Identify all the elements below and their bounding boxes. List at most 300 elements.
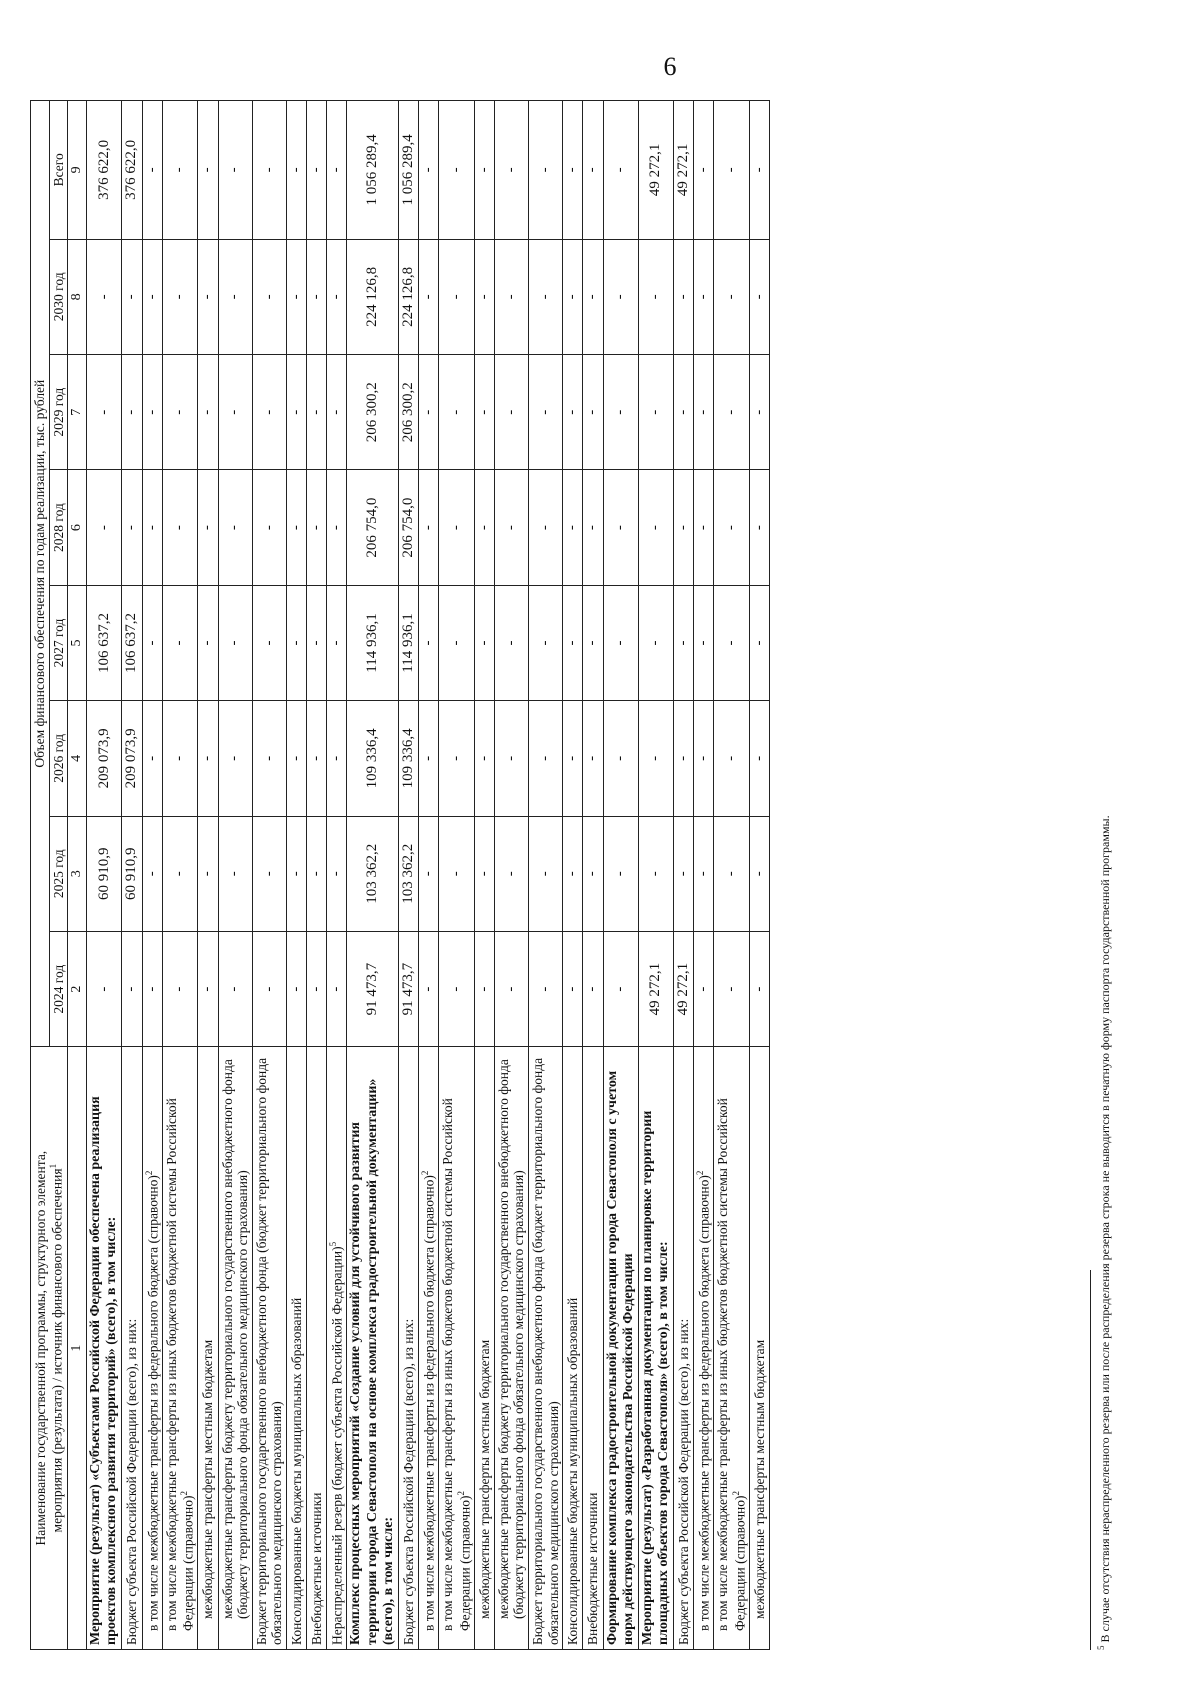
value-cell: - xyxy=(439,101,475,240)
value-cell: - xyxy=(439,239,475,354)
row-name: Внебюджетные источники xyxy=(308,1492,324,1645)
column-number-2: 3 xyxy=(68,816,87,931)
row-name-cell xyxy=(306,1047,326,1650)
value-cell: - xyxy=(494,816,528,931)
value-cell: - xyxy=(714,239,750,354)
row-name-sup: 2 xyxy=(143,1170,154,1176)
page-number: 6 xyxy=(663,52,677,81)
row-name-cell xyxy=(122,1047,142,1650)
value-cell: - xyxy=(218,931,252,1046)
value-cell: - xyxy=(529,816,563,931)
value-cell: - xyxy=(252,585,286,700)
header-year-1: 2025 год xyxy=(49,816,68,931)
value-cell: - xyxy=(494,101,528,240)
value-cell: - xyxy=(563,355,583,470)
row-name: в том числе межбюджетные трансферты из иных бюджетов бюджетной системы Российской Федерации (справочно) xyxy=(163,1098,196,1631)
column-number-0: 1 xyxy=(68,1047,87,1650)
value-cell: - xyxy=(142,101,162,240)
footnote-sup: 5 xyxy=(1096,1645,1106,1650)
row-name-cell xyxy=(286,1047,306,1650)
value-cell: - xyxy=(474,816,494,931)
value-cell: - xyxy=(198,239,218,354)
value-cell: - xyxy=(327,355,347,470)
table-row xyxy=(563,101,583,1650)
row-name: в том числе межбюджетные трансферты из федерального бюджета (справочно) xyxy=(696,1175,712,1631)
row-name: Бюджет территориального государственного внебюджетного фонда (бюджет территориального фонда обязательного медицинского страхования) xyxy=(253,1057,285,1645)
header-name-line2: мероприятия (результата) / источник финансового обеспечения xyxy=(49,1168,65,1533)
value-cell: - xyxy=(87,931,122,1046)
value-cell: - xyxy=(418,816,438,931)
value-cell: - xyxy=(439,355,475,470)
value-cell: - xyxy=(218,101,252,240)
row-name: Бюджет субъекта Российской Федерации (всего), из них: xyxy=(400,1318,416,1645)
row-name-cell xyxy=(563,1047,583,1650)
row-name-cell xyxy=(694,1047,714,1650)
value-cell: - xyxy=(638,239,673,354)
value-cell: - xyxy=(162,701,198,816)
value-cell: - xyxy=(529,101,563,240)
value-cell: - xyxy=(603,931,638,1046)
row-name: Консолидированные бюджеты муниципальных образований xyxy=(564,1297,580,1645)
row-name: в том числе межбюджетные трансферты из иных бюджетов бюджетной системы Российской Федерации (справочно) xyxy=(440,1098,473,1631)
row-name-cell xyxy=(327,1047,347,1650)
row-name-cell xyxy=(638,1047,673,1650)
header-year-6: 2030 год xyxy=(49,239,68,354)
header-year-5: 2029 год xyxy=(49,355,68,470)
value-cell: - xyxy=(474,701,494,816)
value-cell: - xyxy=(162,470,198,585)
footnote xyxy=(1096,100,1113,1650)
value-cell: 91 473,7 xyxy=(398,931,418,1046)
value-cell: - xyxy=(563,816,583,931)
value-cell: - xyxy=(218,239,252,354)
row-name: межбюджетные трансферты местным бюджетам xyxy=(751,1339,767,1619)
value-cell: - xyxy=(286,816,306,931)
value-cell: - xyxy=(474,355,494,470)
value-cell: - xyxy=(474,239,494,354)
value-cell: - xyxy=(286,585,306,700)
value-cell: - xyxy=(603,470,638,585)
table-row xyxy=(347,101,398,1650)
value-cell: - xyxy=(529,585,563,700)
value-cell: - xyxy=(583,101,603,240)
value-cell: - xyxy=(286,239,306,354)
value-cell: - xyxy=(673,355,693,470)
row-name-cell xyxy=(749,1047,769,1650)
value-cell: - xyxy=(474,585,494,700)
value-cell: - xyxy=(714,816,750,931)
column-number-3: 4 xyxy=(68,701,87,816)
value-cell: - xyxy=(603,585,638,700)
row-name-cell xyxy=(418,1047,438,1650)
value-cell: - xyxy=(583,816,603,931)
value-cell: - xyxy=(218,585,252,700)
value-cell: - xyxy=(749,701,769,816)
table-row xyxy=(583,101,603,1650)
value-cell: 103 362,2 xyxy=(398,816,418,931)
value-cell: 106 637,2 xyxy=(122,585,142,700)
row-name-sup: 2 xyxy=(695,1170,706,1176)
value-cell: - xyxy=(529,470,563,585)
value-cell: - xyxy=(694,816,714,931)
value-cell: - xyxy=(714,355,750,470)
value-cell: - xyxy=(694,931,714,1046)
table-row xyxy=(714,101,750,1650)
value-cell: - xyxy=(327,470,347,585)
value-cell: - xyxy=(142,701,162,816)
value-cell: - xyxy=(286,701,306,816)
row-name: Консолидированные бюджеты муниципальных образований xyxy=(288,1297,304,1645)
row-name-sup: 2 xyxy=(179,1490,190,1496)
value-cell: - xyxy=(306,931,326,1046)
value-cell: - xyxy=(694,585,714,700)
value-cell: - xyxy=(749,355,769,470)
value-cell: 1 056 289,4 xyxy=(347,101,398,240)
row-name-cell xyxy=(714,1047,750,1650)
value-cell: - xyxy=(583,931,603,1046)
table-row xyxy=(673,101,693,1650)
value-cell: - xyxy=(327,239,347,354)
value-cell: - xyxy=(749,470,769,585)
value-cell: - xyxy=(583,355,603,470)
row-name: Бюджет субъекта Российской Федерации (всего), из них: xyxy=(124,1318,140,1645)
value-cell: - xyxy=(563,470,583,585)
row-name-cell xyxy=(603,1047,638,1650)
header-name-sup: 1 xyxy=(48,1163,59,1169)
table-row xyxy=(198,101,218,1650)
value-cell: - xyxy=(122,470,142,585)
value-cell: - xyxy=(474,101,494,240)
table-row xyxy=(439,101,475,1650)
row-name: Формирование комплекса градостроительной документации города Севастополя с учетом норм действующего законодательства Российской Федерации xyxy=(604,1070,636,1645)
value-cell: - xyxy=(306,470,326,585)
header-year-7: Всего xyxy=(49,101,68,240)
value-cell: 114 936,1 xyxy=(398,585,418,700)
value-cell: - xyxy=(638,470,673,585)
value-cell: - xyxy=(198,470,218,585)
value-cell: - xyxy=(749,931,769,1046)
value-cell: - xyxy=(418,470,438,585)
value-cell: - xyxy=(162,585,198,700)
value-cell: - xyxy=(563,931,583,1046)
value-cell: - xyxy=(306,585,326,700)
value-cell: - xyxy=(529,355,563,470)
row-name-cell xyxy=(252,1047,286,1650)
value-cell: - xyxy=(474,931,494,1046)
row-name-cell xyxy=(87,1047,122,1650)
value-cell: - xyxy=(87,355,122,470)
column-number-1: 2 xyxy=(68,931,87,1046)
table-row xyxy=(218,101,252,1650)
value-cell: - xyxy=(418,239,438,354)
value-cell: 206 754,0 xyxy=(347,470,398,585)
value-cell: - xyxy=(286,931,306,1046)
value-cell: - xyxy=(583,585,603,700)
value-cell: - xyxy=(494,470,528,585)
row-name-sup: 2 xyxy=(420,1170,431,1176)
column-number-7: 8 xyxy=(68,239,87,354)
value-cell: - xyxy=(673,470,693,585)
table-row xyxy=(418,101,438,1650)
column-number-4: 5 xyxy=(68,585,87,700)
value-cell: - xyxy=(694,701,714,816)
value-cell: - xyxy=(603,101,638,240)
value-cell: - xyxy=(306,355,326,470)
footnote-divider xyxy=(1090,1270,1091,1650)
row-name-cell xyxy=(583,1047,603,1650)
value-cell: - xyxy=(122,355,142,470)
row-name-cell xyxy=(347,1047,398,1650)
row-name: Внебюджетные источники xyxy=(585,1492,601,1645)
value-cell: - xyxy=(252,931,286,1046)
value-cell: - xyxy=(474,470,494,585)
value-cell: - xyxy=(418,931,438,1046)
value-cell: 206 754,0 xyxy=(398,470,418,585)
row-name: Нераспределенный резерв (бюджет субъекта Российской Федерации) xyxy=(329,1246,345,1645)
value-cell: - xyxy=(749,101,769,240)
table-row xyxy=(162,101,198,1650)
value-cell: - xyxy=(218,701,252,816)
value-cell: - xyxy=(252,355,286,470)
header-volume: Объем финансового обеспечения по годам реализации, тыс. рублей xyxy=(31,101,50,1047)
value-cell: 49 272,1 xyxy=(638,931,673,1046)
value-cell: - xyxy=(252,816,286,931)
financing-table-wrap xyxy=(30,100,770,1650)
row-name-sup: 2 xyxy=(455,1490,466,1496)
table-row xyxy=(87,101,122,1650)
value-cell: - xyxy=(162,931,198,1046)
header-year-4: 2028 год xyxy=(49,470,68,585)
table-row xyxy=(494,101,528,1650)
row-name: межбюджетные трансферты бюджету территориального государственного внебюджетного фонда (бюджету территориального фонда обязательного медицинского страхования) xyxy=(219,1059,251,1619)
value-cell: - xyxy=(529,701,563,816)
row-name-cell xyxy=(162,1047,198,1650)
value-cell: - xyxy=(327,931,347,1046)
value-cell: - xyxy=(162,355,198,470)
value-cell: - xyxy=(218,470,252,585)
value-cell: - xyxy=(439,585,475,700)
table-row xyxy=(286,101,306,1650)
value-cell: 114 936,1 xyxy=(347,585,398,700)
value-cell: - xyxy=(603,816,638,931)
value-cell: - xyxy=(327,701,347,816)
table-row xyxy=(694,101,714,1650)
value-cell: 49 272,1 xyxy=(673,931,693,1046)
value-cell: - xyxy=(583,470,603,585)
value-cell: - xyxy=(327,101,347,240)
row-name: в том числе межбюджетные трансферты из федерального бюджета (справочно) xyxy=(421,1175,437,1631)
value-cell: - xyxy=(603,355,638,470)
value-cell: 91 473,7 xyxy=(347,931,398,1046)
value-cell: - xyxy=(142,355,162,470)
row-name-cell xyxy=(218,1047,252,1650)
value-cell: - xyxy=(583,701,603,816)
value-cell: 206 300,2 xyxy=(398,355,418,470)
value-cell: - xyxy=(673,701,693,816)
value-cell: - xyxy=(673,239,693,354)
value-cell: - xyxy=(418,355,438,470)
value-cell: - xyxy=(306,239,326,354)
value-cell: 209 073,9 xyxy=(87,701,122,816)
value-cell: - xyxy=(306,701,326,816)
value-cell: - xyxy=(694,239,714,354)
value-cell: - xyxy=(218,355,252,470)
value-cell: - xyxy=(714,585,750,700)
row-name-cell xyxy=(142,1047,162,1650)
row-name-cell xyxy=(439,1047,475,1650)
value-cell: - xyxy=(198,355,218,470)
value-cell: - xyxy=(198,816,218,931)
row-name: Комплекс процессных мероприятий «Создание условий для устойчивого развития территории города Севастополя на основе комплекса градостроительной документации» (всего), в том числе: xyxy=(348,1078,396,1645)
row-name-cell xyxy=(494,1047,528,1650)
value-cell: - xyxy=(563,585,583,700)
value-cell: - xyxy=(494,585,528,700)
value-cell: - xyxy=(327,585,347,700)
value-cell: - xyxy=(286,101,306,240)
value-cell: - xyxy=(142,585,162,700)
value-cell: 206 300,2 xyxy=(347,355,398,470)
column-number-row xyxy=(68,101,87,1650)
row-name: Бюджет территориального государственного внебюджетного фонда (бюджет территориального фонда обязательного медицинского страхования) xyxy=(530,1057,561,1645)
header-row-1 xyxy=(31,101,50,1650)
value-cell: - xyxy=(563,101,583,240)
value-cell: - xyxy=(162,816,198,931)
value-cell: - xyxy=(494,701,528,816)
value-cell: 60 910,9 xyxy=(122,816,142,931)
table-row xyxy=(603,101,638,1650)
value-cell: - xyxy=(638,355,673,470)
value-cell: - xyxy=(749,816,769,931)
value-cell: - xyxy=(749,239,769,354)
value-cell: - xyxy=(218,816,252,931)
value-cell: 224 126,8 xyxy=(347,239,398,354)
value-cell: - xyxy=(638,585,673,700)
value-cell: - xyxy=(714,931,750,1046)
row-name-cell xyxy=(673,1047,693,1650)
value-cell: 106 637,2 xyxy=(87,585,122,700)
value-cell: - xyxy=(252,470,286,585)
value-cell: - xyxy=(122,931,142,1046)
value-cell: - xyxy=(198,701,218,816)
row-name: в том числе межбюджетные трансферты из федерального бюджета (справочно) xyxy=(145,1175,161,1631)
table-row xyxy=(638,101,673,1650)
value-cell: - xyxy=(638,701,673,816)
column-number-6: 7 xyxy=(68,355,87,470)
column-number-8: 9 xyxy=(68,101,87,240)
row-name: Мероприятие (результат) «Субъектами Российской Федерации обеспечена реализация проектов комплексного развития территорий» (всего), в том числе: xyxy=(88,1096,120,1645)
value-cell: - xyxy=(162,239,198,354)
table-row xyxy=(529,101,563,1650)
header-year-3: 2027 год xyxy=(49,585,68,700)
value-cell: - xyxy=(142,470,162,585)
value-cell: - xyxy=(418,101,438,240)
value-cell: - xyxy=(198,101,218,240)
value-cell: - xyxy=(494,355,528,470)
row-name-sup: 2 xyxy=(730,1490,741,1496)
value-cell: - xyxy=(673,585,693,700)
value-cell: - xyxy=(87,470,122,585)
value-cell: 1 056 289,4 xyxy=(398,101,418,240)
value-cell: - xyxy=(694,101,714,240)
row-name-cell xyxy=(529,1047,563,1650)
value-cell: - xyxy=(714,101,750,240)
value-cell: - xyxy=(714,701,750,816)
value-cell: - xyxy=(286,470,306,585)
value-cell: 224 126,8 xyxy=(398,239,418,354)
value-cell: 49 272,1 xyxy=(638,101,673,240)
value-cell: - xyxy=(87,239,122,354)
row-name: межбюджетные трансферты бюджету территориального государственного внебюджетного фонда (бюджету территориального фонда обязательного медицинского страхования) xyxy=(495,1059,527,1619)
table-row xyxy=(252,101,286,1650)
row-name-cell xyxy=(474,1047,494,1650)
value-cell: 60 910,9 xyxy=(87,816,122,931)
value-cell: - xyxy=(306,816,326,931)
footnote-text: В случае отсутствия нераспределенного резерва или после распределения резерва строка не выводится в печатную форму паспорта государственной программы. xyxy=(1098,815,1112,1643)
value-cell: - xyxy=(198,585,218,700)
value-cell: - xyxy=(252,701,286,816)
value-cell: 109 336,4 xyxy=(347,701,398,816)
header-year-0: 2024 год xyxy=(49,931,68,1046)
table-body xyxy=(87,101,770,1650)
value-cell: - xyxy=(306,101,326,240)
value-cell: - xyxy=(749,585,769,700)
table-row xyxy=(306,101,326,1650)
financing-table xyxy=(30,100,770,1650)
value-cell: - xyxy=(563,239,583,354)
value-cell: - xyxy=(714,470,750,585)
value-cell: - xyxy=(327,816,347,931)
value-cell: - xyxy=(439,701,475,816)
value-cell: - xyxy=(252,239,286,354)
value-cell: - xyxy=(529,931,563,1046)
value-cell: 49 272,1 xyxy=(673,101,693,240)
value-cell: - xyxy=(603,239,638,354)
value-cell: - xyxy=(529,239,563,354)
value-cell: - xyxy=(162,101,198,240)
value-cell: - xyxy=(439,931,475,1046)
table-row xyxy=(142,101,162,1650)
row-name-cell xyxy=(398,1047,418,1650)
value-cell: - xyxy=(142,239,162,354)
table-row xyxy=(749,101,769,1650)
header-name-cell xyxy=(31,1047,68,1650)
row-name: межбюджетные трансферты местным бюджетам xyxy=(476,1339,492,1619)
header-name-line1: Наименование государственной программы, структурного элемента, xyxy=(32,1150,48,1546)
value-cell: - xyxy=(418,585,438,700)
table-row xyxy=(398,101,418,1650)
row-name: межбюджетные трансферты местным бюджетам xyxy=(200,1339,216,1619)
value-cell: - xyxy=(694,355,714,470)
value-cell: - xyxy=(583,239,603,354)
rotated-sheet xyxy=(30,30,1140,1650)
value-cell: 376 622,0 xyxy=(87,101,122,240)
column-number-5: 6 xyxy=(68,470,87,585)
value-cell: - xyxy=(142,816,162,931)
value-cell: 109 336,4 xyxy=(398,701,418,816)
value-cell: 103 362,2 xyxy=(347,816,398,931)
value-cell: - xyxy=(142,931,162,1046)
value-cell: - xyxy=(563,701,583,816)
value-cell: - xyxy=(673,816,693,931)
header-year-2: 2026 год xyxy=(49,701,68,816)
value-cell: - xyxy=(286,355,306,470)
value-cell: - xyxy=(603,701,638,816)
value-cell: 209 073,9 xyxy=(122,701,142,816)
value-cell: - xyxy=(638,816,673,931)
value-cell: - xyxy=(122,239,142,354)
value-cell: - xyxy=(439,470,475,585)
row-name-sup: 5 xyxy=(328,1241,339,1247)
